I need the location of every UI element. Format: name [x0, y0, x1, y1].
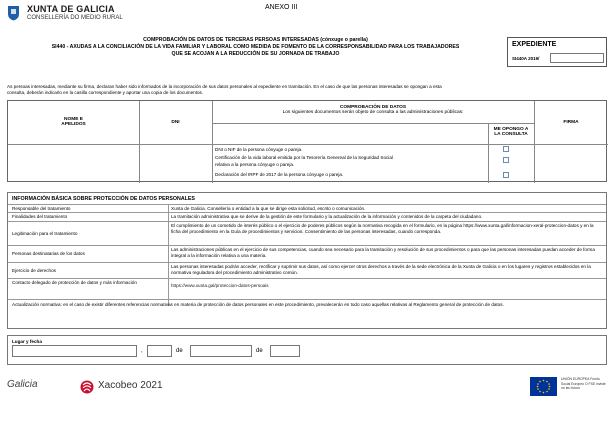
place-date-label: Lugar y fecha — [12, 339, 42, 344]
doc-dni: DNI o NIF de la persona cónyuge o pareja. — [215, 147, 303, 152]
table-row — [8, 299, 606, 319]
table-row: Finalidades del tratamiento La tramitación administrativa que se derive de la gestión de este formulario y la actualización de la información y contenidos de la carpeta del ciudadano. — [8, 212, 606, 221]
col-oppose-header: ME OPONGO A LA CONSULTA — [493, 127, 529, 137]
place-date-section — [7, 335, 607, 365]
year-input[interactable] — [270, 345, 300, 357]
place-date-comma: , — [141, 348, 143, 354]
table-row: Personas destinatarias de los datos Las administraciones públicas en el ejercicio de sus competencias, cuando sea necesario para la tramitación y resolución de sus procedimientos o para que las personas interesadas puedan acceder de forma integral a la información relativa a una materia. — [8, 245, 606, 262]
xunta-shield-logo — [7, 5, 20, 21]
department-name: CONSELLERÍA DO MEDIO RURAL — [27, 15, 123, 21]
title-line-1: COMPROBACIÓN DE DATOS DE TERCERAS PERSOAS INTERESADAS (cónxuge o parella) — [143, 37, 368, 43]
annex-label: ANEXO III — [265, 4, 298, 11]
xacobeo-shell-icon — [80, 380, 94, 394]
eu-fse-text: UNIÓN EUROPEA Fondo Social Europeo O FSE inviste no teu futuro — [561, 377, 606, 391]
place-input[interactable] — [12, 345, 137, 357]
expediente-label: EXPEDIENTE — [512, 41, 557, 48]
table-row: Responsable del tratamiento Xunta de Galicia. Consellería o entidad a la que se dirige esta solicitud, escrito o comunicación. — [8, 204, 606, 212]
expediente-input[interactable] — [550, 53, 604, 63]
table-row: Ejercicio de derechos Las personas interesadas podrán acceder, rectificar y suprimir sus datos, así como ejercer otros derechos a través de la sede electrónica de la Xunta de Galicia o en los lugares y registros establecidos en la normativa reguladora del procedimiento administrativo común. — [8, 262, 606, 278]
doc-vida-laboral: Certificación de la vida laboral emitida por la Tesorería Genereal de la Seguridad Social — [215, 155, 393, 160]
expediente-box — [507, 37, 607, 67]
org-name: XUNTA DE GALICIA — [27, 4, 115, 14]
consent-table — [7, 100, 607, 182]
oppose-checkbox-dni[interactable] — [503, 146, 509, 152]
oppose-checkbox-irpf[interactable] — [503, 172, 509, 178]
intro-line-2: consulta, deberán indicarlo en la casilla correspondiente y aportar una copia de los documentos. — [7, 89, 204, 95]
col-dni-header: DNI — [171, 120, 180, 125]
protection-heading: INFORMACIÓN BÁSICA SOBRE PROTECCIÓN DE DATOS PERSONALES — [12, 196, 195, 202]
protection-footer-note: Actualización normativa: en el caso de existir diferentes referencias normativas en materia de protección de datos personales en este procedimiento, prevalecerán en todo caso aquellas relativas al Reglamento general de protección de datos. — [12, 302, 504, 307]
form-title — [7, 37, 504, 57]
col-sign-header: FIRMA — [563, 120, 579, 125]
table-row: Legitimación para el tratamiento El cumplimiento de un cometido de interés público o el ejercicio de poderes públicos según la normativa recogida en el formulario, en la página https://www.xunta.gal/informacion-xeral-proteccion-datos y en la ficha del procedimiento en la Guía de procedimientos y servicios. Consentimiento de las personas interesadas, cuando corresponda. — [8, 221, 606, 245]
col-name-header: NOME E APELIDOS — [61, 117, 86, 127]
col-check-header: COMPROBACIÓN DE DATOS Los siguientes documentos serán objeto de consulta a las administraciones públicas: — [282, 105, 464, 115]
data-protection-table — [7, 192, 607, 329]
doc-vida-laboral-cont: relativa a la persona cónyuge o pareja. — [215, 162, 295, 167]
table-row: Contacto delegado de protección de datos y más información https://www.xunta.gal/proteccion-datos-persoais — [8, 278, 606, 297]
intro-line-1: As persoas interesadas, mediante su firma, declaran haber sido informados de la incorporación de sus datos personales al expediente en tramitación. En el caso de que las personas interesadas se opongan a esta — [7, 84, 442, 89]
title-line-2: SI440 - AXUDAS A LA CONCILIACIÓN DE LA VIDA FAMILIAR Y LABORAL COMO MEDIDA DE FOMENTO DE LA CORRESPONSABILIDAD PARA LOS TRABAJADORES — [51, 43, 460, 50]
month-input[interactable] — [190, 345, 252, 357]
eu-flag-icon — [530, 377, 557, 396]
place-date-de-1: de — [176, 348, 183, 354]
place-date-de-2: de — [256, 348, 263, 354]
title-line-3: QUE SE ACOJAN A LA REDUCCIÓN DE SU JORNADA DE TRABAJO — [171, 50, 340, 57]
expediente-code: SI440A 2019/ — [512, 56, 540, 61]
galicia-logo: Galicia — [7, 379, 38, 390]
day-input[interactable] — [147, 345, 172, 357]
doc-irpf: Declaración del IRPF de 2017 de la persona cónyuge o pareja. — [215, 172, 344, 177]
protection-contact-link[interactable]: https://www.xunta.gal/proteccion-datos-persoais — [171, 283, 269, 288]
intro-text — [7, 84, 607, 96]
xacobeo-logo: Xacobeo 2021 — [98, 380, 163, 391]
oppose-checkbox-vida-laboral[interactable] — [503, 157, 509, 163]
